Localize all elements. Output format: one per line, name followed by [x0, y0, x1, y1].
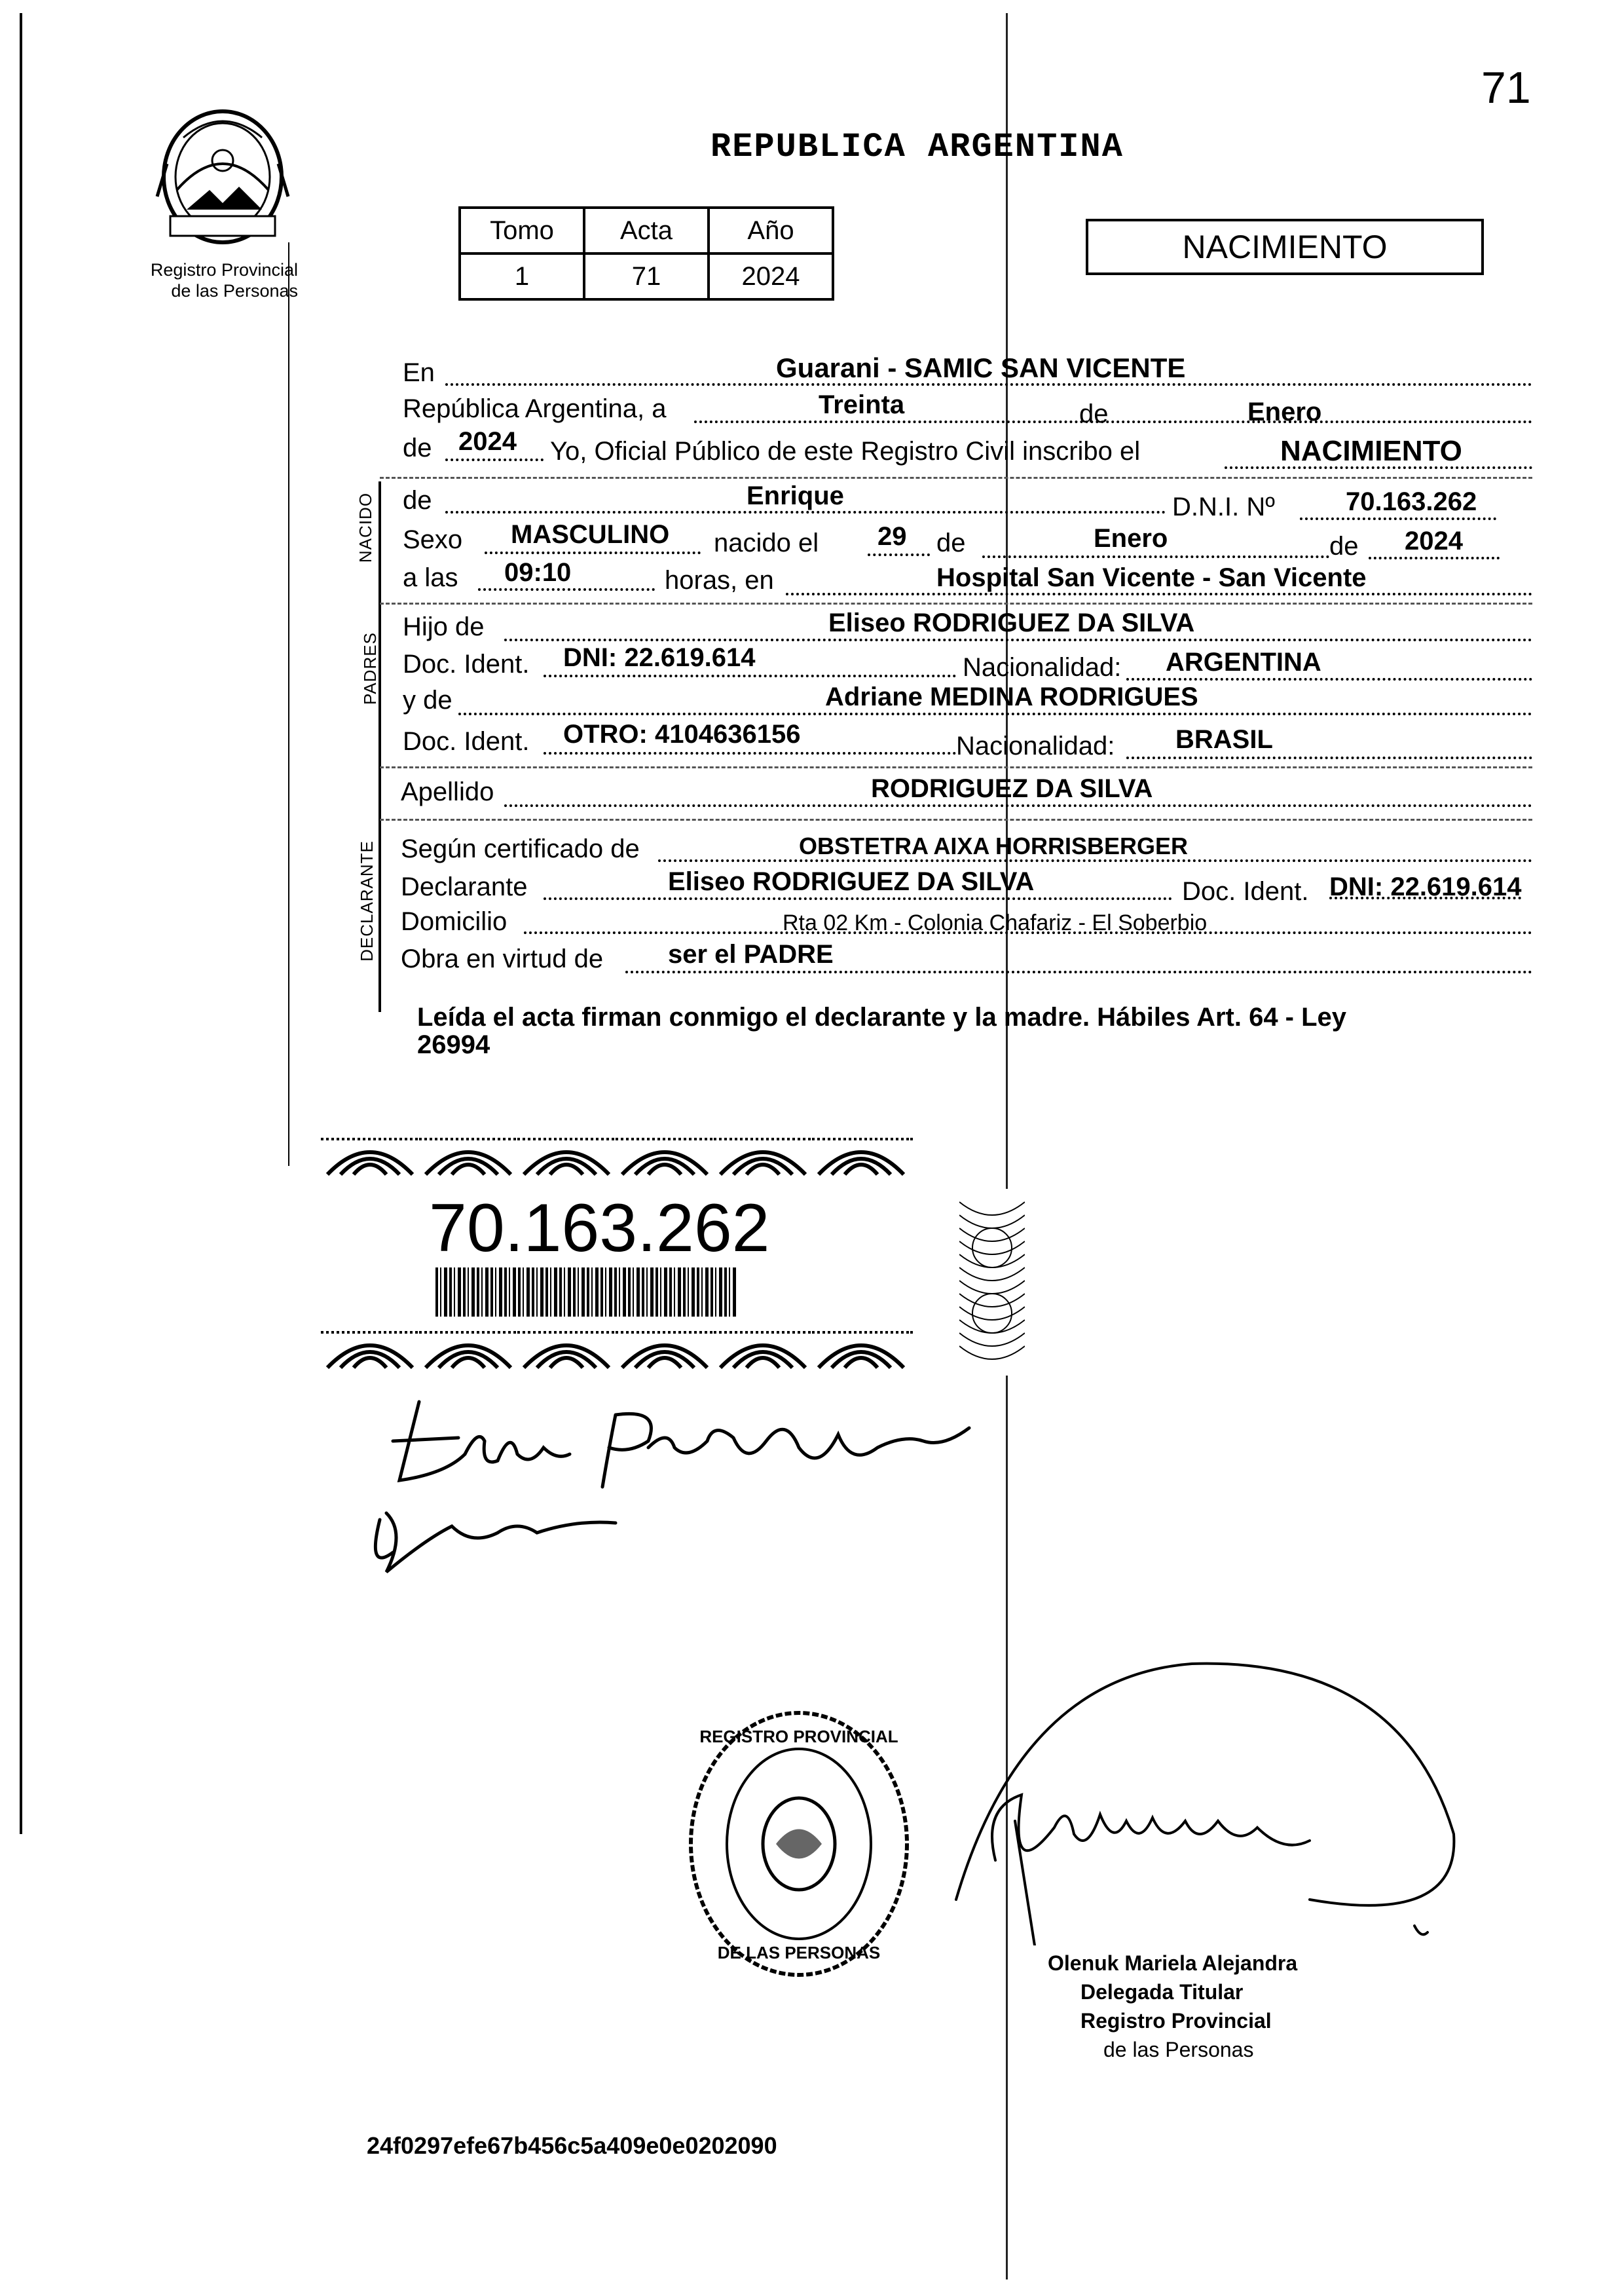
nacido-de-label-3: de	[1329, 532, 1359, 561]
place-value: Guarani - SAMIC SAN VICENTE	[776, 352, 1186, 383]
official-seal	[681, 1703, 917, 1985]
father-nat: ARGENTINA	[1166, 648, 1321, 677]
form-left-border	[378, 481, 381, 1012]
birth-place: Hospital San Vicente - San Vicente	[936, 563, 1367, 592]
day-dots	[868, 553, 930, 556]
sexo-dots	[485, 552, 701, 554]
document-hash: 24f0297efe67b456c5a409e0e0202090	[367, 2132, 777, 2159]
year-dots	[445, 459, 544, 461]
apellido-dots	[504, 804, 1532, 807]
register-table	[458, 206, 834, 301]
hour-dots	[478, 588, 655, 591]
domicilio-value: Rta 02 Km - Colonia Chafariz - El Soberbio	[783, 910, 1208, 935]
father-nat-dots	[1126, 678, 1532, 681]
dni-label: D.N.I. Nº	[1172, 493, 1275, 521]
security-hologram	[959, 1189, 1025, 1376]
obra-label: Obra en virtud de	[401, 945, 604, 973]
separator-1	[380, 477, 1532, 479]
nacido-de-label-2: de	[936, 529, 966, 557]
father-doc-label: Doc. Ident.	[403, 650, 530, 679]
official-org-2: de las Personas	[1103, 2038, 1254, 2061]
province-logo	[151, 98, 295, 249]
nacido-de-label: de	[403, 486, 432, 515]
declarante-label: DECLARANTE	[356, 840, 377, 962]
month-value: Enero	[1247, 398, 1322, 426]
republica-label: República Argentina, a	[403, 394, 667, 423]
mother-nat-dots	[1126, 757, 1532, 759]
father-nat-label: Nacionalidad:	[963, 653, 1122, 682]
apellido-value: RODRIGUEZ DA SILVA	[871, 774, 1153, 803]
anio-value: 2024	[709, 253, 833, 299]
decl-dots	[544, 897, 1172, 900]
decl-label: Declarante	[401, 872, 528, 901]
mother-doc-dots	[544, 752, 956, 755]
official-name: Olenuk Mariela Alejandra	[1048, 1951, 1298, 1975]
svg-text:DE LAS PERSONAS: DE LAS PERSONAS	[717, 1943, 881, 1962]
act-type-box: NACIMIENTO	[1086, 219, 1484, 275]
left-margin-line	[20, 13, 22, 1834]
mother-nat-label: Nacionalidad:	[956, 732, 1115, 760]
registry-line-2: de las Personas	[171, 281, 298, 301]
mother-doc-label: Doc. Ident.	[403, 727, 530, 756]
registry-name	[131, 259, 298, 301]
registry-line-1: Registro Provincial	[150, 260, 298, 280]
mother-name: Adriane MEDINA RODRIGUES	[825, 683, 1198, 711]
father-dots	[504, 639, 1532, 641]
decl-doc-label: Doc. Ident.	[1182, 877, 1309, 906]
separator-4	[380, 819, 1532, 821]
sticker-band-top	[321, 1136, 913, 1176]
birth-year: 2024	[1405, 527, 1463, 555]
de-label-1: de	[1079, 400, 1109, 428]
birth-hour: 09:10	[504, 558, 572, 587]
padres-label: PADRES	[360, 632, 380, 705]
en-label: En	[403, 358, 435, 387]
birth-year-dots	[1369, 557, 1500, 559]
father-name: Eliseo RODRIGUEZ DA SILVA	[828, 609, 1195, 637]
dni-dots	[1300, 517, 1496, 520]
mother-doc: OTRO: 4104636156	[563, 720, 801, 749]
page-number: 71	[1481, 63, 1531, 113]
cert-label: Según certificado de	[401, 835, 640, 863]
nacido-label: NACIDO	[356, 492, 376, 563]
official-role: Delegada Titular	[1080, 1980, 1244, 2004]
birth-day: 29	[877, 522, 907, 551]
father-doc-dots	[544, 675, 956, 677]
hijo-label: Hijo de	[403, 612, 485, 641]
child-name: Enrique	[747, 481, 844, 510]
birth-month-dots	[982, 555, 1329, 558]
sticker-band-bottom	[321, 1330, 913, 1369]
obra-dots	[625, 971, 1532, 973]
separator-2	[380, 603, 1532, 605]
svg-text:REGISTRO PROVINCIAL: REGISTRO PROVINCIAL	[699, 1727, 898, 1746]
act-kind-value: NACIMIENTO	[1280, 435, 1462, 467]
father-doc: DNI: 22.619.614	[563, 643, 756, 672]
official-org-1: Registro Provincial	[1080, 2009, 1272, 2033]
official-signature	[943, 1638, 1480, 1945]
obra-value: ser el PADRE	[668, 940, 834, 969]
yde-label: y de	[403, 686, 452, 715]
mother-nat: BRASIL	[1175, 725, 1273, 754]
sticker-number: 70.163.262	[429, 1190, 770, 1266]
official-block	[1048, 1949, 1297, 2064]
apellido-label: Apellido	[401, 778, 494, 806]
horas-label: horas, en	[665, 566, 774, 595]
closing-line-1: Leída el acta firman conmigo el declarante y la madre. Hábiles Art. 64 - Ley	[417, 1003, 1347, 1032]
closing-text	[417, 1003, 1504, 1059]
decl-name: Eliseo RODRIGUEZ DA SILVA	[668, 867, 1035, 896]
left-inner-line	[288, 242, 289, 1166]
acta-value: 71	[584, 253, 709, 299]
dom-label: Domicilio	[401, 907, 507, 936]
de-label-2: de	[403, 434, 432, 462]
tomo-value: 1	[460, 253, 584, 299]
a-las-label: a las	[403, 563, 458, 592]
closing-line-2: 26994	[417, 1030, 490, 1059]
cert-value: OBSTETRA AIXA HORRISBERGER	[799, 833, 1189, 859]
nacido-el-label: nacido el	[714, 529, 819, 557]
day-words-value: Treinta	[819, 390, 905, 419]
tomo-header: Tomo	[460, 208, 584, 253]
sexo-value: MASCULINO	[511, 520, 670, 549]
decl-doc: DNI: 22.619.614	[1329, 872, 1522, 901]
year-value: 2024	[458, 427, 517, 456]
sexo-label: Sexo	[403, 525, 463, 554]
document-title: REPUBLICA ARGENTINA	[710, 128, 1124, 166]
yo-text: Yo, Oficial Público de este Registro Civil inscribo el	[550, 437, 1141, 466]
separator-3	[380, 766, 1532, 768]
sticker-barcode	[435, 1267, 737, 1317]
mother-dots	[458, 713, 1532, 715]
declarant-signature	[367, 1376, 1022, 1585]
republica-dots	[694, 421, 1532, 423]
anio-header: Año	[709, 208, 833, 253]
acta-header: Acta	[584, 208, 709, 253]
child-dni: 70.163.262	[1346, 487, 1477, 516]
birth-month: Enero	[1094, 524, 1168, 553]
